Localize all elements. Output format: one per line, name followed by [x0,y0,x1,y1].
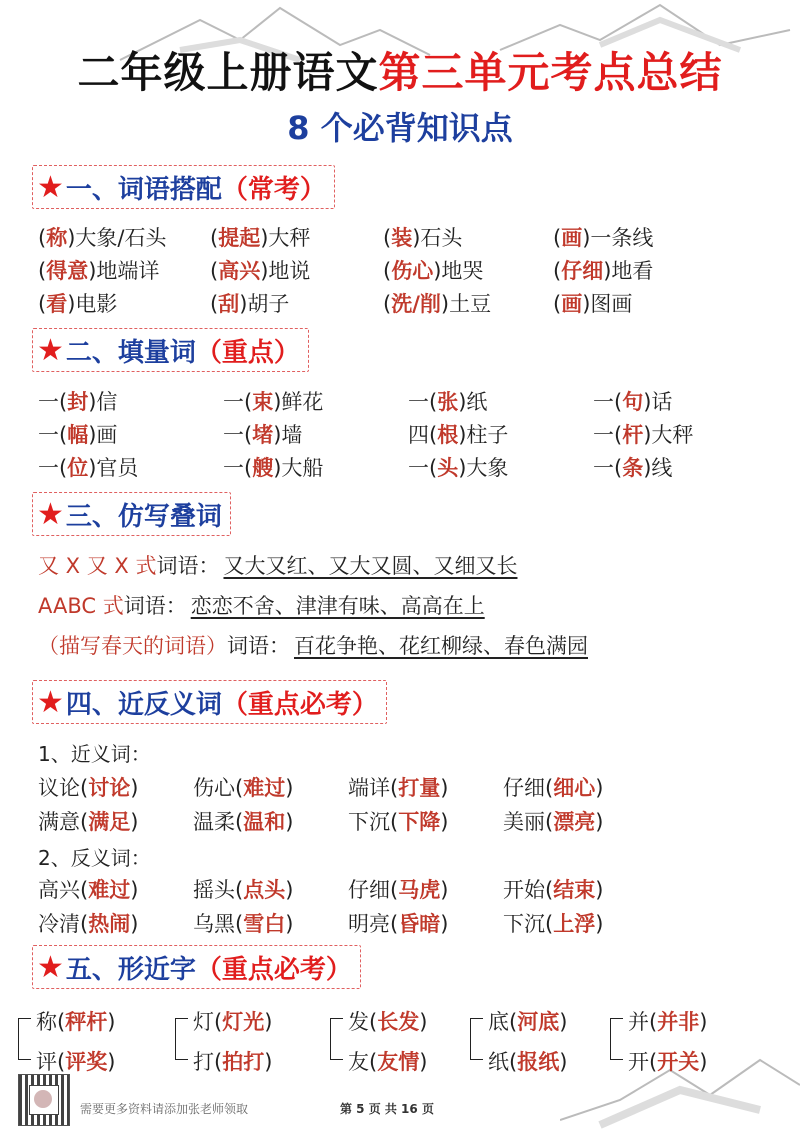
measure-prefix: 四 [408,423,429,447]
measure-word-item: 一(条)线 [593,456,673,480]
answer-word: 打量 [398,776,441,800]
measure-word-item: 一(堵)墙 [223,423,303,447]
title-part-red: 第三单元考点总结 [378,48,723,97]
section-5-tag: （重点必考） [195,954,352,985]
base-word: 乌黑 [193,912,235,936]
page-number: 第 5 页 共 16 页 [340,1102,434,1116]
reduplication-line [38,590,778,622]
synonym-label: 1、近义词： [38,742,151,766]
noun-text: 画 [96,423,118,447]
answer-word: 满足 [88,810,131,834]
answer-word: 细心 [553,776,596,800]
measure-word-item: 一(句)话 [593,390,673,414]
phrase-text: 地哭 [441,259,484,283]
noun-text: 线 [651,456,673,480]
antonym-row [38,874,778,906]
character: 底 [488,1010,509,1034]
collocation-item: (刮)胡子 [210,292,290,316]
brace-icon [610,1018,623,1060]
section-1-tag: （常考） [221,174,326,205]
answer-word: 位 [67,456,89,480]
antonym-pair: 高兴(难过) [38,878,139,902]
answer-word: 高兴 [218,259,261,283]
answer-word: 得意 [46,259,89,283]
antonym-pair: 下沉(上浮) [503,912,604,936]
character: 纸 [488,1050,509,1074]
example-words: 百花争艳、花红柳绿、春色满园 [294,634,588,658]
section-2-title: 二、填量词 [65,337,196,368]
answer-word: 画 [561,292,583,316]
answer-word: 昏暗 [398,912,441,936]
section-2-tag: （重点） [195,337,300,368]
answer-word: 评奖 [65,1050,108,1074]
answer-word: 报纸 [517,1050,560,1074]
reduplication-line [38,630,778,662]
noun-text: 大秤 [651,423,694,447]
answer-word: 灯光 [222,1010,265,1034]
pattern-label: 又 X 又 X 式 [38,554,157,578]
measure-word-item: 一(束)鲜花 [223,390,324,414]
answer-word: 开关 [657,1050,700,1074]
base-word: 高兴 [38,878,80,902]
character: 开 [628,1050,649,1074]
measure-word-item: 一(位)官员 [38,456,139,480]
measure-prefix: 一 [593,390,614,414]
answer-word: 根 [437,423,459,447]
star-icon: ★ [37,949,64,985]
answer-word: 仔细 [561,259,604,283]
antonym-pair: 乌黑(雪白) [193,912,294,936]
similar-char-item: 友(友情) [348,1050,428,1074]
page-title [0,40,800,100]
collocation-item: (画)图画 [553,292,633,316]
phrase-text: 大象/石头 [75,226,167,250]
noun-text: 官员 [96,456,139,480]
noun-text: 墙 [281,423,303,447]
synonym-pair: 端详(打量) [348,776,449,800]
answer-word: 洗/削 [391,292,441,316]
base-word: 温柔 [193,810,235,834]
section-1-title: 一、词语搭配 [65,174,222,205]
answer-word: 秤杆 [65,1010,108,1034]
answer-word: 幅 [67,423,89,447]
section-4-title: 四、近反义词 [65,689,222,720]
similar-char-item: 称(秤杆) [36,1010,116,1034]
similar-char-item: 并(并非) [628,1010,708,1034]
answer-word: 友情 [377,1050,420,1074]
answer-word: 热闹 [88,912,131,936]
phrase-text: 图画 [590,292,633,316]
character: 称 [36,1010,57,1034]
answer-word: 艘 [252,456,274,480]
answer-word: 张 [437,390,459,414]
antonym-pair: 开始(结束) [503,878,604,902]
phrase-text: 地说 [268,259,311,283]
character: 打 [193,1050,214,1074]
character: 友 [348,1050,369,1074]
noun-text: 纸 [466,390,488,414]
section-3-title: 三、仿写叠词 [65,501,222,532]
synonym-row [38,806,778,838]
section-2-heading [32,328,309,372]
brace-icon [18,1018,31,1060]
phrase-text: 胡子 [247,292,290,316]
phrase-text: 土豆 [449,292,492,316]
section-4-heading [32,680,387,724]
synonym-pair: 满意(满足) [38,810,139,834]
character: 灯 [193,1010,214,1034]
phrase-text: 地看 [611,259,654,283]
answer-word: 点头 [243,878,286,902]
base-word: 冷清 [38,912,80,936]
brace-icon [175,1018,188,1060]
synonym-pair: 伤心(难过) [193,776,294,800]
section-5-heading [32,945,361,989]
answer-word: 称 [46,226,68,250]
base-word: 议论 [38,776,80,800]
collocation-row [38,222,778,254]
pattern-suffix: 词语： [227,634,290,658]
similar-char-item: 灯(灯光) [193,1010,273,1034]
measure-prefix: 一 [38,390,59,414]
noun-text: 柱子 [466,423,509,447]
star-icon: ★ [37,169,64,205]
collocation-item: (伤心)地哭 [383,259,484,283]
example-words: 又大又红、又大又圆、又细又长 [223,554,518,578]
brace-icon [470,1018,483,1060]
antonym-pair: 摇头(点头) [193,878,294,902]
answer-word: 漂亮 [553,810,596,834]
measure-word-item: 一(艘)大船 [223,456,324,480]
measure-prefix: 一 [408,456,429,480]
title-part-black: 二年级上册语文 [77,48,379,97]
section-3-heading [32,492,231,536]
reduplication-line [38,550,778,582]
answer-word: 看 [46,292,68,316]
measure-word-row [38,419,778,451]
answer-word: 画 [561,226,583,250]
similar-char-item: 纸(报纸) [488,1050,568,1074]
synonym-row [38,772,778,804]
measure-prefix: 一 [408,390,429,414]
section-5-title: 五、形近字 [65,954,196,985]
measure-word-item: 一(封)信 [38,390,118,414]
similar-char-item: 开(开关) [628,1050,708,1074]
measure-prefix: 一 [593,423,614,447]
base-word: 仔细 [348,878,390,902]
answer-word: 杆 [622,423,644,447]
synonym-pair: 议论(讨论) [38,776,139,800]
section-4-tag: （重点必考） [221,689,378,720]
noun-text: 信 [96,390,118,414]
avatar [34,1090,52,1108]
collocation-item: (高兴)地说 [210,259,311,283]
pattern-label: （描写春天的词语） [38,634,227,658]
brace-icon [330,1018,343,1060]
synonym-pair: 温柔(温和) [193,810,294,834]
answer-word: 上浮 [553,912,596,936]
answer-word: 长发 [377,1010,420,1034]
answer-word: 拍打 [222,1050,265,1074]
base-word: 明亮 [348,912,390,936]
answer-word: 讨论 [88,776,131,800]
base-word: 开始 [503,878,545,902]
phrase-text: 石头 [420,226,463,250]
synonym-pair: 仔细(细心) [503,776,604,800]
answer-word: 堵 [252,423,274,447]
star-icon: ★ [37,332,64,368]
collocation-row [38,288,778,320]
measure-prefix: 一 [38,423,59,447]
measure-word-row [38,452,778,484]
answer-word: 并非 [657,1010,700,1034]
collocation-item: (装)石头 [383,226,463,250]
phrase-text: 电影 [75,292,118,316]
answer-word: 马虎 [398,878,441,902]
answer-word: 难过 [243,776,286,800]
pattern-label: AABC 式 [38,594,124,618]
section-1-heading [32,165,335,209]
noun-text: 大船 [281,456,324,480]
qr-code-icon [18,1074,70,1126]
answer-word: 条 [622,456,644,480]
answer-word: 头 [437,456,459,480]
measure-prefix: 一 [593,456,614,480]
phrase-text: 一条线 [590,226,654,250]
answer-word: 河底 [517,1010,560,1034]
collocation-item: (看)电影 [38,292,118,316]
measure-prefix: 一 [38,456,59,480]
measure-prefix: 一 [223,390,244,414]
collocation-item: (洗/削)土豆 [383,292,492,316]
antonym-pair: 明亮(昏暗) [348,912,449,936]
antonym-pair: 冷清(热闹) [38,912,139,936]
answer-word: 提起 [218,226,261,250]
measure-word-item: 一(张)纸 [408,390,488,414]
measure-prefix: 一 [223,423,244,447]
collocation-item: (画)一条线 [553,226,654,250]
antonym-label: 2、反义词： [38,846,151,870]
base-word: 满意 [38,810,80,834]
footer-note: 需要更多资料请添加张老师领取 [80,1102,249,1116]
collocation-item: (得意)地端详 [38,259,160,283]
pattern-suffix: 词语： [156,554,220,578]
answer-word: 雪白 [243,912,286,936]
star-icon: ★ [37,496,64,532]
base-word: 美丽 [503,810,545,834]
similar-char-item: 评(评奖) [36,1050,116,1074]
collocation-row [38,255,778,287]
antonym-pair: 仔细(马虎) [348,878,449,902]
character: 并 [628,1010,649,1034]
answer-word: 装 [391,226,413,250]
antonym-row [38,908,778,940]
example-words: 恋恋不舍、津津有味、高高在上 [190,594,485,618]
answer-word: 封 [67,390,89,414]
base-word: 下沉 [503,912,545,936]
answer-word: 温和 [243,810,286,834]
measure-prefix: 一 [223,456,244,480]
measure-word-item: 一(杆)大秤 [593,423,694,447]
phrase-text: 大秤 [268,226,311,250]
phrase-text: 地端详 [96,259,160,283]
answer-word: 束 [252,390,274,414]
measure-word-item: 四(根)柱子 [408,423,509,447]
answer-word: 难过 [88,878,131,902]
similar-char-item: 发(长发) [348,1010,428,1034]
noun-text: 话 [651,390,673,414]
collocation-item: (提起)大秤 [210,226,311,250]
similar-char-item: 底(河底) [488,1010,568,1034]
answer-word: 下降 [398,810,441,834]
character: 发 [348,1010,369,1034]
base-word: 摇头 [193,878,235,902]
measure-word-row [38,386,778,418]
character: 评 [36,1050,57,1074]
collocation-item: (称)大象/石头 [38,226,167,250]
noun-text: 大象 [466,456,509,480]
collocation-item: (仔细)地看 [553,259,654,283]
measure-word-item: 一(幅)画 [38,423,118,447]
noun-text: 鲜花 [281,390,324,414]
measure-word-item: 一(头)大象 [408,456,509,480]
answer-word: 结束 [553,878,596,902]
similar-char-item: 打(拍打) [193,1050,273,1074]
synonym-pair: 下沉(下降) [348,810,449,834]
answer-word: 伤心 [391,259,434,283]
pattern-suffix: 词语： [123,594,187,618]
base-word: 端详 [348,776,390,800]
star-icon: ★ [37,684,64,720]
base-word: 下沉 [348,810,390,834]
synonym-pair: 美丽(漂亮) [503,810,604,834]
page-subtitle: 8 个必背知识点 [287,109,513,147]
base-word: 伤心 [193,776,235,800]
base-word: 仔细 [503,776,545,800]
answer-word: 刮 [218,292,240,316]
answer-word: 句 [622,390,644,414]
